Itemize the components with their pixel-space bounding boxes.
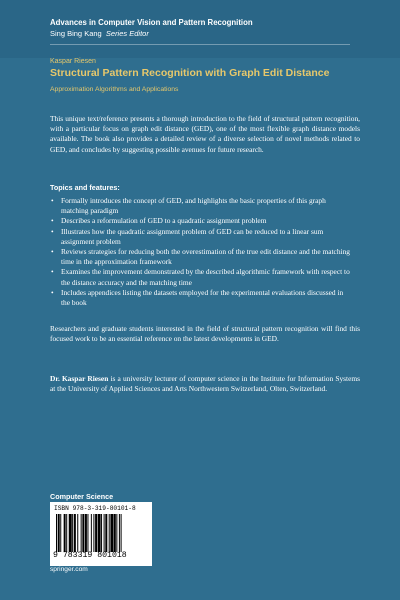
barcode-stripe bbox=[72, 514, 73, 552]
barcode-stripe bbox=[98, 514, 101, 552]
barcode-bars bbox=[56, 514, 146, 552]
barcode-stripe bbox=[104, 514, 105, 552]
book-title: Structural Pattern Recognition with Graph Edit Distance bbox=[50, 67, 330, 79]
barcode-stripe bbox=[74, 514, 76, 552]
list-item: • Reviews strategies for reducing both the overestimation of the true edit distance and the matching time in the approximation framework bbox=[51, 247, 350, 267]
bullet-icon: • bbox=[51, 267, 54, 277]
bullet-icon: • bbox=[51, 216, 54, 226]
topics-heading: Topics and features: bbox=[50, 183, 120, 192]
list-item: • Examines the improvement demonstrated by the described algorithmic framework with respect to the distance accuracy and the matching time bbox=[51, 267, 350, 287]
series-title: Advances in Computer Vision and Pattern Recognition bbox=[50, 18, 253, 27]
subject-category: Computer Science bbox=[50, 492, 114, 501]
barcode-stripe bbox=[82, 514, 84, 552]
barcode-stripe bbox=[121, 514, 122, 552]
author-bio-name: Dr. Kaspar Riesen bbox=[50, 374, 109, 383]
barcode bbox=[50, 502, 152, 566]
bullet-icon: • bbox=[51, 226, 54, 236]
series-editor-role: Series Editor bbox=[105, 29, 149, 38]
isbn-number: ISBN 978-3-319-80101-8 bbox=[54, 505, 136, 512]
author-name: Kaspar Riesen bbox=[50, 58, 96, 65]
list-item: • Formally introduces the concept of GED, and highlights the basic properties of this graph matching paradigm bbox=[51, 196, 326, 216]
book-subtitle: Approximation Algorithms and Applications bbox=[50, 86, 179, 93]
barcode-stripe bbox=[87, 514, 88, 552]
barcode-stripe bbox=[93, 514, 94, 552]
publisher-website: springer.com bbox=[50, 566, 88, 573]
bullet-icon: • bbox=[51, 287, 54, 297]
barcode-stripe bbox=[116, 514, 117, 552]
list-item: • Describes a reformulation of GED to a quadratic assignment problem bbox=[51, 216, 267, 226]
barcode-stripe bbox=[114, 514, 116, 552]
barcode-stripe bbox=[101, 514, 102, 552]
barcode-digits: 9 783319 801018 bbox=[53, 551, 127, 560]
barcode-stripe bbox=[91, 514, 92, 552]
list-item: • Illustrates how the quadratic assignment problem of GED can be reduced to a linear sum assignment problem bbox=[51, 226, 324, 246]
bullet-icon: • bbox=[51, 196, 54, 205]
series-editor bbox=[50, 29, 149, 38]
barcode-stripe bbox=[66, 514, 67, 552]
header-divider bbox=[50, 44, 350, 45]
barcode-stripe bbox=[95, 514, 97, 552]
barcode-stripe bbox=[85, 514, 87, 552]
barcode-stripe bbox=[56, 514, 57, 552]
barcode-stripe bbox=[110, 514, 113, 552]
barcode-stripe bbox=[81, 514, 82, 552]
bullet-icon: • bbox=[51, 247, 54, 257]
barcode-stripe bbox=[119, 514, 120, 552]
barcode-stripe bbox=[64, 514, 66, 552]
barcode-stripe bbox=[69, 514, 72, 552]
topics-list bbox=[50, 196, 350, 308]
barcode-stripe bbox=[77, 514, 78, 552]
barcode-stripe bbox=[109, 514, 110, 552]
barcode-stripe bbox=[60, 514, 61, 552]
list-item: • Includes appendices listing the datasets employed for the experimental evaluations discussed in the book bbox=[51, 287, 344, 308]
barcode-stripe bbox=[58, 514, 60, 552]
series-editor-name: Sing Bing Kang bbox=[50, 29, 102, 38]
barcode-stripe bbox=[105, 514, 107, 552]
target-readers: Researchers and graduate students interested in the field of structural pattern recognition will find this focused work to be an essential reference on the latest developments in GED. bbox=[50, 324, 360, 344]
author-bio bbox=[50, 374, 360, 394]
author-bio-text: is a university lecturer of computer science in the Institute for Information Systems at the University of Applied Sciences and Arts Northwestern Switzerland, Olten, Switzerland. bbox=[50, 374, 360, 394]
book-description: This unique text/reference presents a thorough introduction to the field of structural pattern recognition, with a particular focus on graph edit distance (GED), one of the most flexible graph distance models available. The book also provides a detailed review of a diverse selection of novel methods related to GED, and concludes by suggesting possible avenues for future research. bbox=[50, 114, 360, 154]
